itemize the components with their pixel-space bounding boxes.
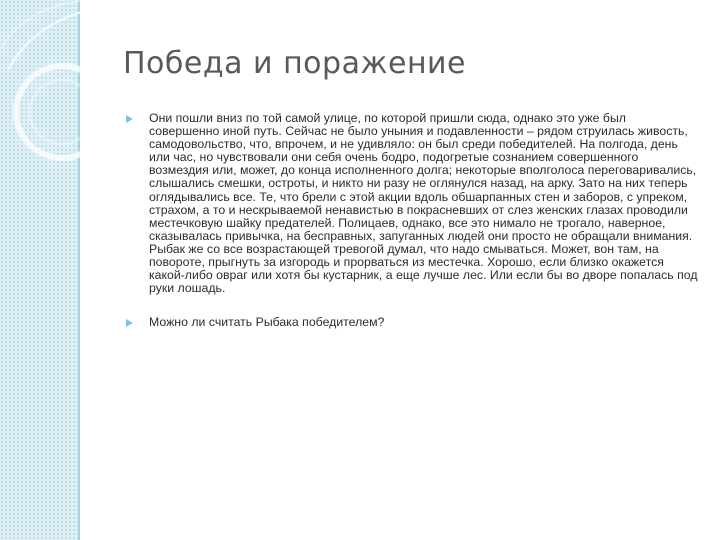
bullet-text: Можно ли считать Рыбака победителем? — [149, 315, 385, 330]
bullet-text: Они пошли вниз по той самой улице, по которой пришли сюда, однако это уже был совершенно иной путь. Сейчас не было уныния и подавленности – рядом струилась живость, самодовольство, что, впрочем, и не удивляло: он был среди победителей. На полгода, день или час, но чувствовали они себя очень бодро, подогретые сознанием совершенного возмездия или, может, до конца исполненного долга; некоторые вполголоса переговаривались, слышались смешки, остроты, и никто ни разу не оглянулся назад, на арку. Зато на них теперь оглядывались все. Те, что брели с этой акции вдоль обшарпанных стен и заборов, с упреком, страхом, а то и нескрываемой ненавистью в покрасневших от слез женских глазах проводили местечковую шайку предателей. Полицаев, однако, все это нимало не трогало, наверное, сказывалась привычка, на бесправных, запуганных людей они просто не обращали внимания. Рыбак же со все возрастающей тревогой думал, что надо смываться. Может, вон там, на повороте, прыгнуть за изгородь и прорваться из местечка. Хорошо, если близко окажется какой-либо овраг или хотя бы кустарник, а еще лучше лес. Или если бы во дворе попалась под руки лошадь. — [149, 111, 698, 296]
bullet-list — [126, 112, 698, 329]
bullet-item — [126, 112, 698, 295]
bullet-item — [126, 316, 698, 329]
circle-decoration-icon — [0, 0, 140, 200]
slide-title: Победа и поражение — [123, 46, 467, 81]
triangle-bullet-icon — [126, 115, 133, 123]
triangle-bullet-icon — [126, 319, 133, 327]
